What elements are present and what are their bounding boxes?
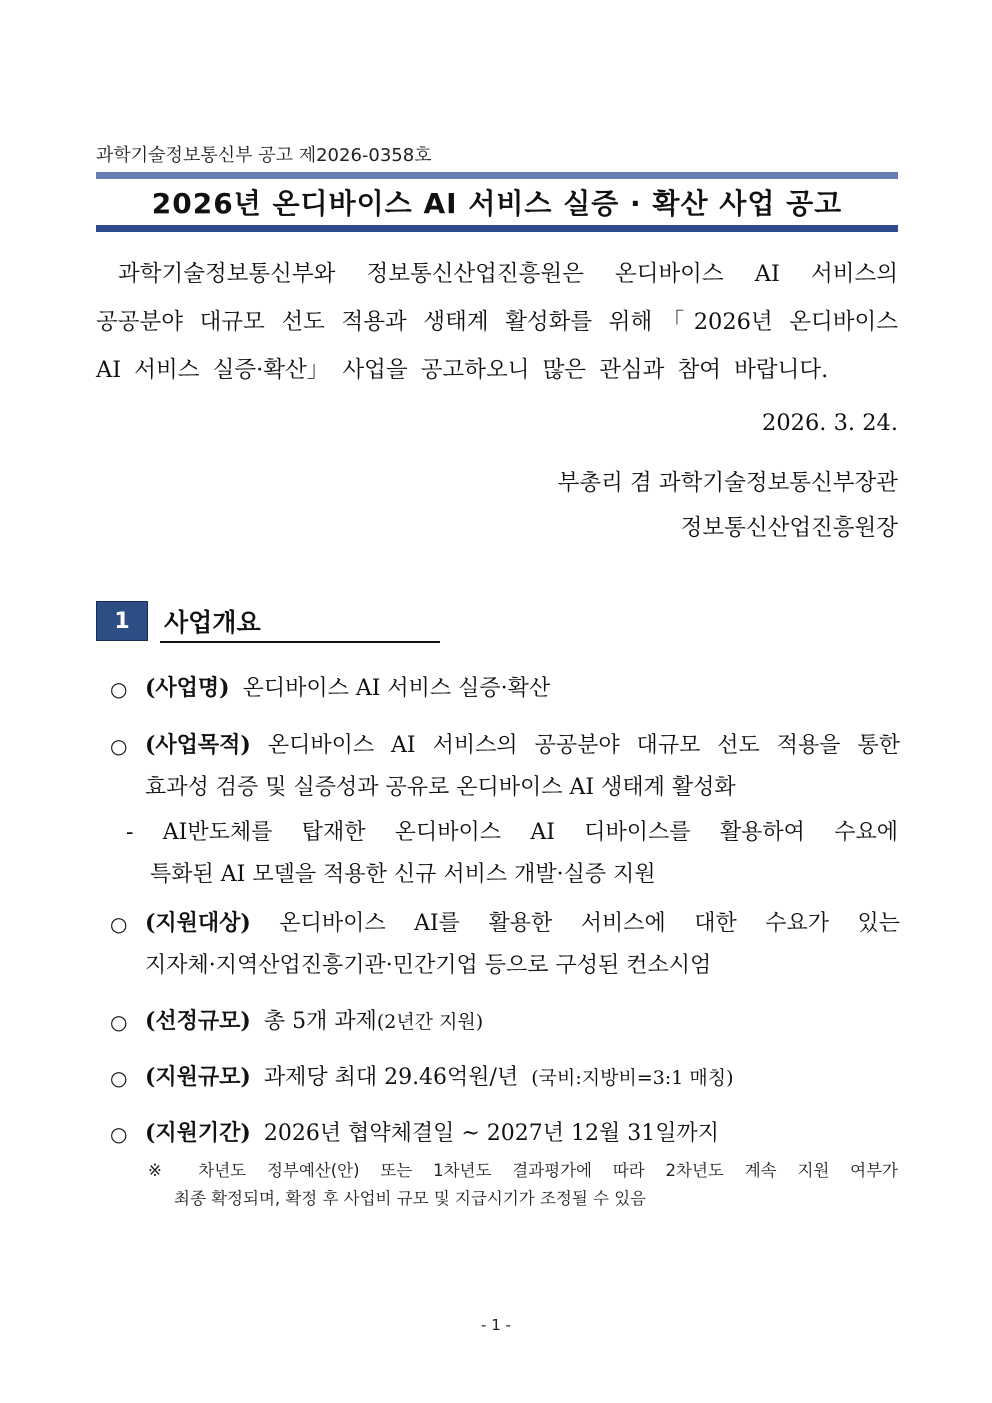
section-title: 사업개요 [164,608,261,637]
item-label: (사업명) [145,675,230,701]
item-note: (2년간 지원) [376,1011,484,1033]
intro-line: 공공분야 대규모 선도 적용과 생태계 활성화를 위해「2026년 온디바이스 [96,309,898,335]
item-text: 과제당 최대 29.46억원/년 [263,1065,519,1090]
circle-bullet-icon: ○ [110,1010,128,1034]
signatory-minister: 부총리 겸 과학기술정보통신부장관 [557,470,898,496]
page-number: - 1 - [481,1316,511,1334]
item-text: 온디바이스 AI 서비스의 공공분야 대규모 선도 적용을 통한 [267,733,901,758]
sub-item-text: 특화된 AI 모델을 적용한 신규 서비스 개발·실증 지원 [150,862,656,887]
item-note: (국비:지방비=3:1 매칭) [531,1067,734,1089]
item-label: (지원대상) [145,910,251,936]
footnote [148,1157,898,1213]
intro-line: 과학기술정보통신부와 정보통신산업진흥원은 온디바이스 AI 서비스의 [118,261,898,287]
section-heading [96,601,441,645]
signatory-agency: 정보통신산업진흥원장 [680,515,898,541]
announcement-date: 2026. 3. 24. [762,410,898,436]
item-label: (지원규모) [145,1064,251,1090]
item-label: (선정규모) [145,1008,251,1034]
circle-bullet-icon: ○ [110,734,128,758]
circle-bullet-icon: ○ [110,1122,128,1146]
title-bar [96,172,898,232]
circle-bullet-icon: ○ [110,677,128,701]
notice-number: 과학기술정보통신부 공고 제2026-0358호 [96,145,432,166]
item-text: 지자체·지역산업진흥기관·민간기업 등으로 구성된 컨소시엄 [145,953,712,978]
item-label: (사업목적) [145,732,251,758]
item-text: 2026년 협약체결일 ~ 2027년 12월 31일까지 [263,1121,719,1146]
circle-bullet-icon: ○ [110,1066,128,1090]
circle-bullet-icon: ○ [110,912,128,936]
item-label: (지원기간) [145,1120,251,1146]
section-underline [160,641,440,643]
intro-line: AI 서비스 실증·확산」 사업을 공고하오니 많은 관심과 참여 바랍니다. [96,357,829,383]
footnote-line: 최종 확정되며, 확정 후 사업비 규모 및 지급시기가 조정될 수 있음 [174,1189,647,1208]
sub-item [126,812,898,896]
dash-bullet: - [126,820,134,845]
sub-item-text: AI반도체를 탑재한 온디바이스 AI 디바이스를 활용하여 수요에 [162,820,898,845]
item-text: 온디바이스 AI 서비스 실증·확산 [242,676,551,701]
intro-paragraph [96,250,898,394]
item-text: 효과성 검증 및 실증성과 공유로 온디바이스 AI 생태계 활성화 [145,775,736,800]
item-text: 총 5개 과제 [263,1009,377,1034]
section-number-badge: 1 [96,601,148,641]
page-title: 2026년 온디바이스 AI 서비스 실증 · 확산 사업 공고 [151,187,843,220]
footnote-line: ※ 차년도 정부예산(안) 또는 1차년도 결과평가에 따라 2차년도 계속 지원 여부가 [148,1161,898,1180]
item-text: 온디바이스 AI를 활용한 서비스에 대한 수요가 있는 [279,911,900,936]
